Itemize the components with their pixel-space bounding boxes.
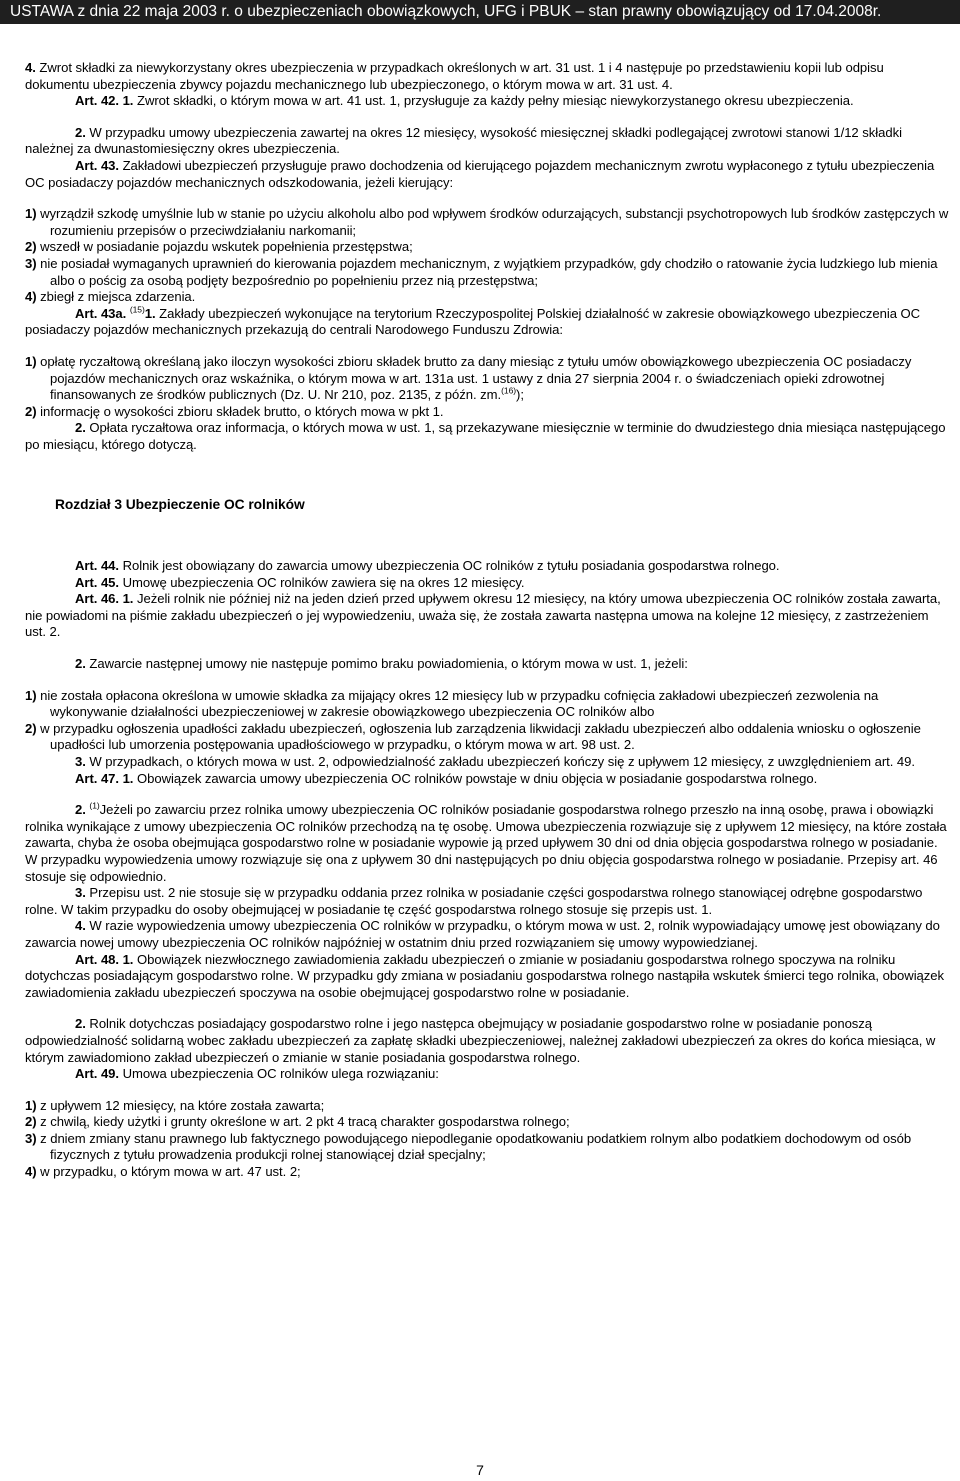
list-item-art49-pkt1 bbox=[25, 1098, 950, 1115]
list-item-text: nie została opłacona określona w umowie składka za mijający okres 12 miesięcy lub w przypadku cofnięcia zakładowi ubezpieczeń zezwolenia na wykonywanie działalności ubezpieczeniowej w zakresie obowiązkowego ubezpieczenia OC rolników albo bbox=[36, 687, 879, 720]
footnote-marker: (16) bbox=[501, 385, 517, 396]
list-item-text: wyrządził szkodę umyślnie lub w stanie po użyciu alkoholu albo pod wpływem środków odurzających, substancji psychotropowych lub środków zastępczych w rozumieniu przepisów o przeciwdziałaniu narkomanii; bbox=[36, 206, 949, 238]
list-item-art43-pkt1 bbox=[25, 206, 950, 239]
footnote-marker: (1) bbox=[89, 800, 100, 811]
paragraph-text: Obowiązek zawarcia umowy ubezpieczenia OC rolników powstaje w dniu objęcia w posiadanie gospodarstwa rolnego. bbox=[133, 770, 818, 786]
paragraph-art47-ust1 bbox=[25, 771, 950, 788]
list-item-number: 3) bbox=[25, 255, 37, 271]
paragraph-lead: Art. 44. bbox=[75, 558, 119, 574]
document-body bbox=[25, 60, 950, 1181]
list-item-art43-pkt2 bbox=[25, 239, 950, 256]
paragraph-text: Zakłady ubezpieczeń wykonujące na terytorium Rzeczypospolitej Polskiej działalność w zakresie obowiązkowego ubezpieczenia OC posiadaczy pojazdów mechanicznych przekazują do centrali Narodowego Funduszu Zdrowia: bbox=[25, 305, 921, 338]
paragraph-text: Zwrot składki za niewykorzystany okres ubezpieczenia w przypadkach określonych w art. 31 ust. 1 i 4 następuje po przedstawieniu kopii lub odpisu dokumentu ubezpieczenia zbywcy pojazdu mechanicznego lub ubezpieczonego, o którym mowa w art. 31 ust. 4. bbox=[25, 60, 884, 92]
list-item-text: z chwilą, kiedy użytki i grunty określone w art. 2 pkt 4 tracą charakter gospodarstwa rolnego; bbox=[36, 1114, 570, 1130]
paragraph-lead: Art. 47. 1. bbox=[75, 770, 134, 786]
paragraph-lead: 4. bbox=[75, 918, 86, 934]
document-header-bar bbox=[0, 0, 960, 24]
list-item-number: 1) bbox=[25, 206, 37, 222]
list-item-art49-pkt2 bbox=[25, 1114, 950, 1131]
paragraph-text: Zwrot składki, o którym mowa w art. 41 ust. 1, przysługuje za każdy pełny miesiąc niewykorzystanego okresu ubezpieczenia. bbox=[133, 93, 854, 109]
paragraph-lead: 3. bbox=[75, 754, 86, 769]
paragraph-lead: 2. bbox=[75, 1016, 86, 1032]
paragraph-lead: 3. bbox=[75, 885, 86, 901]
paragraph-art45 bbox=[25, 575, 950, 592]
paragraph-art49 bbox=[25, 1066, 950, 1083]
paragraph-art46-ust3 bbox=[25, 754, 950, 771]
list-item-text: ); bbox=[516, 387, 524, 403]
paragraph-lead: Art. 43. bbox=[75, 157, 119, 173]
paragraph-text: Rolnik dotychczas posiadający gospodarstwo rolne i jego następca obejmujący w posiadanie gospodarstwo rolne w posiadanie ponoszą odpowiedzialność solidarną wobec zakładu ubezpieczeń za zapłatę składki ubezpieczeniowej, należnej zakładowi ubezpieczeń za okres do końca miesiąca, w którym zawiadomiono zakład ubezpieczeń o zmianie w stanie posiadania gospodarstwa rolnego. bbox=[25, 1016, 936, 1065]
list-item-art46-pkt1 bbox=[25, 688, 950, 721]
footnote-marker: (15) bbox=[129, 304, 145, 315]
list-item-number: 2) bbox=[25, 239, 37, 255]
paragraph-text: W przypadku umowy ubezpieczenia zawartej na okres 12 miesięcy, wysokość miesięcznej składki podlegającej zwrotowi stanowi 1/12 składki należnej za dwunastomiesięczny okres ubezpieczenia. bbox=[25, 124, 902, 157]
list-item-text: nie posiadał wymaganych uprawnień do kierowania pojazdem mechanicznym, z wyjątkiem przypadków, gdy chodziło o ratowanie życia ludzkiego lub mienia albo o pościg za osobą podjęty bezpośrednio po popełnieniu przez nią przestępstwa; bbox=[36, 255, 938, 288]
document-header-title: USTAWA z dnia 22 maja 2003 r. o ubezpieczeniach obowiązkowych, UFG i PBUK – stan prawny obowiązujący od 17.04.2008r. bbox=[10, 3, 882, 20]
paragraph-text: Zawarcie następnej umowy nie następuje pomimo braku powiadomienia, o którym mowa w ust. 1, jeżeli: bbox=[85, 656, 688, 672]
paragraph-lead: 2. bbox=[75, 420, 86, 436]
list-item-art49-pkt3 bbox=[25, 1131, 950, 1164]
paragraph-text: Rolnik jest obowiązany do zawarcia umowy ubezpieczenia OC rolników z tytułu posiadania gospodarstwa rolnego. bbox=[119, 558, 780, 574]
list-item-text: w przypadku, o którym mowa w art. 47 ust. 2; bbox=[36, 1164, 301, 1180]
paragraph-lead: Art. 48. 1. bbox=[75, 951, 134, 967]
list-item-number: 1) bbox=[25, 353, 37, 369]
list-item-number: 1) bbox=[25, 687, 37, 703]
paragraph-art46-ust1 bbox=[25, 591, 950, 641]
list-item-art43a-pkt2 bbox=[25, 404, 950, 421]
paragraph-text: W razie wypowiedzenia umowy ubezpieczenia OC rolników w przypadku, o którym mowa w ust. 2, rolnik wypowiadający umowę jest obowiązany do zawarcia nowej umowy ubezpieczenia OC rolników najpóźniej w ostatnim dniu przed rozwiązaniem się umowy wypowiedzianej. bbox=[25, 918, 940, 950]
paragraph-lead: Art. 43a. bbox=[75, 305, 127, 321]
paragraph-art43a-ust1 bbox=[25, 306, 950, 339]
paragraph-lead: Art. 49. bbox=[75, 1066, 119, 1082]
list-item-number: 2) bbox=[25, 403, 37, 419]
paragraph-text: Zakładowi ubezpieczeń przysługuje prawo dochodzenia od kierującego pojazdem mechanicznym zwrotu wypłaconego z tytułu ubezpieczenia OC posiadaczy pojazdów mechanicznych odszkodowania, jeżeli kierujący: bbox=[25, 157, 935, 190]
paragraph-text: Umowa ubezpieczenia OC rolników ulega rozwiązaniu: bbox=[119, 1066, 439, 1082]
paragraph-art44 bbox=[25, 558, 950, 575]
list-item-art49-pkt4 bbox=[25, 1164, 950, 1181]
paragraph-lead: 2. bbox=[75, 802, 86, 818]
list-item-text: z dniem zmiany stanu prawnego lub faktycznego powodującego niepodleganie opodatkowaniu podatkiem rolnym albo podatkiem dochodowym od osób fizycznych z tytułu prowadzenia produkcji rolnej stanowiącej dział specjalny; bbox=[36, 1130, 912, 1163]
paragraph-art42-ust1 bbox=[25, 93, 950, 110]
list-item-text: zbiegł z miejsca zdarzenia. bbox=[36, 289, 196, 305]
paragraph-art47-ust3 bbox=[25, 885, 950, 918]
list-item-text: wszedł w posiadanie pojazdu wskutek popełnienia przestępstwa; bbox=[36, 239, 413, 255]
list-item-number: 2) bbox=[25, 720, 37, 736]
list-item-number: 3) bbox=[25, 1130, 37, 1146]
paragraph-lead: Art. 45. bbox=[75, 574, 119, 590]
list-item-number: 4) bbox=[25, 1164, 37, 1180]
list-item-art43a-pkt1 bbox=[25, 354, 950, 404]
paragraph-text: Umowę ubezpieczenia OC rolników zawiera się na okres 12 miesięcy. bbox=[119, 574, 525, 590]
paragraph-art43 bbox=[25, 158, 950, 191]
paragraph-art47-ust4 bbox=[25, 918, 950, 951]
paragraph-art42-ust2 bbox=[25, 125, 950, 158]
paragraph-lead: 2. bbox=[75, 124, 86, 140]
list-item-number: 4) bbox=[25, 289, 37, 305]
list-item-art43-pkt4 bbox=[25, 289, 950, 306]
paragraph-lead: Art. 46. 1. bbox=[75, 591, 134, 607]
paragraph-art43a-ust2 bbox=[25, 420, 950, 453]
paragraph-art48-ust1 bbox=[25, 952, 950, 1002]
paragraph-art48-ust2 bbox=[25, 1016, 950, 1066]
list-item-number: 1) bbox=[25, 1097, 37, 1113]
paragraph-text: Jeżeli rolnik nie później niż na jeden dzień przed upływem okresu 12 miesięcy, na który umowa ubezpieczenia OC rolników została zawarta, nie powiadomi na piśmie zakładu ubezpieczeń o jej wypowiedzeniu, uważa się, że została zawarta następna umowa na kolejne 12 miesięcy, z zastrzeżeniem ust. 2. bbox=[25, 591, 941, 640]
list-item-text: w przypadku ogłoszenia upadłości zakładu ubezpieczeń, ogłoszenia lub zarządzenia likwidacji zakładu ubezpieczeń albo oddalenia wniosku o ogłoszenie upadłości lub umorzenia postępowania upadłościowego w przypadku, o którym mowa w art. 98 ust. 2. bbox=[36, 720, 921, 753]
paragraph-text: Przepisu ust. 2 nie stosuje się w przypadku oddania przez rolnika w posiadanie części gospodarstwa rolnego stanowiącej odrębne gospodarstwo rolne. W takim przypadku do osoby obejmującej w posiadanie tę część gospodarstwa rolnego stosuje się przepis ust. 1. bbox=[25, 885, 923, 917]
paragraph-lead: 1. bbox=[144, 305, 156, 321]
paragraph-text: Jeżeli po zawarciu przez rolnika umowy ubezpieczenia OC rolników posiadanie gospodarstwa rolnego przeszło na inną osobę, prawa i obowiązki rolnika wynikające z umowy ubezpieczenia OC rolników przechodzą na tę osobę. Umowa ubezpieczenia rozwiązuje się z upływem 12 miesięcy, na które została zawarta, chyba że osoba obejmująca gospodarstwo rolne w posiadanie wypowie ją przed upływem 30 dni od dnia objęcia gospodarstwa rolnego w posiadanie. W przypadku wypowiedzenia umowy rozwiązuje się ona z upływem 30 dni następujących po dniu objęcia gospodarstwa rolnego w posiadanie. Przepisy art. 46 stosuje się odpowiednio. bbox=[25, 802, 947, 884]
chapter-heading: Rozdział 3 Ubezpieczenie OC rolników bbox=[55, 497, 305, 513]
page-number: 7 bbox=[476, 1462, 484, 1478]
list-item-art46-pkt2 bbox=[25, 721, 950, 754]
paragraph-lead: 2. bbox=[75, 656, 86, 672]
paragraph-text: W przypadkach, o których mowa w ust. 2, odpowiedzialność zakładu ubezpieczeń kończy się z upływem 12 miesięcy, z uwzględnieniem art. 49. bbox=[85, 754, 915, 769]
paragraph-text: Opłata ryczałtowa oraz informacja, o których mowa w ust. 1, są przekazywane miesięcznie w terminie do dwudziestego dnia miesiąca następującego po miesiącu, którego dotyczą. bbox=[25, 420, 946, 452]
paragraph-art41-ust4 bbox=[25, 60, 950, 93]
list-item-number: 2) bbox=[25, 1114, 37, 1130]
list-item-text: opłatę ryczałtową określaną jako iloczyn wysokości zbioru składek brutto za dany miesiąc z tytułu umów obowiązkowego ubezpieczenia OC posiadaczy pojazdów mechanicznych oraz wskaźnika, o którym mowa w art. 131a ust. 1 ustawy z dnia 27 sierpnia 2004 r. o świadczeniach opieki zdrowotnej finansowanych ze środków publicznych (Dz. U. Nr 210, poz. 2135, z późn. zm. bbox=[36, 353, 912, 403]
paragraph-text: Obowiązek niezwłocznego zawiadomienia zakładu ubezpieczeń o zmianie w posiadaniu gospodarstwa rolnego spoczywa na rolniku dotychczas posiadającym gospodarstwo rolne. W przypadku gdy zmiana w posiadaniu gospodarstwa rolnego nastąpiła wskutek śmierci tego rolnika, obowiązek zawiadomienia zakładu ubezpieczeń spoczywa na osobie obejmującej gospodarstwo rolne w posiadanie. bbox=[25, 951, 945, 1000]
list-item-text: z upływem 12 miesięcy, na które została zawarta; bbox=[36, 1097, 325, 1113]
paragraph-lead: Art. 42. 1. bbox=[75, 93, 134, 109]
paragraph-art46-ust2 bbox=[25, 656, 950, 673]
list-item-art43-pkt3 bbox=[25, 256, 950, 289]
list-item-text: informację o wysokości zbioru składek brutto, o których mowa w pkt 1. bbox=[36, 403, 444, 419]
paragraph-lead: 4. bbox=[25, 60, 36, 75]
paragraph-art47-ust2 bbox=[25, 802, 950, 885]
